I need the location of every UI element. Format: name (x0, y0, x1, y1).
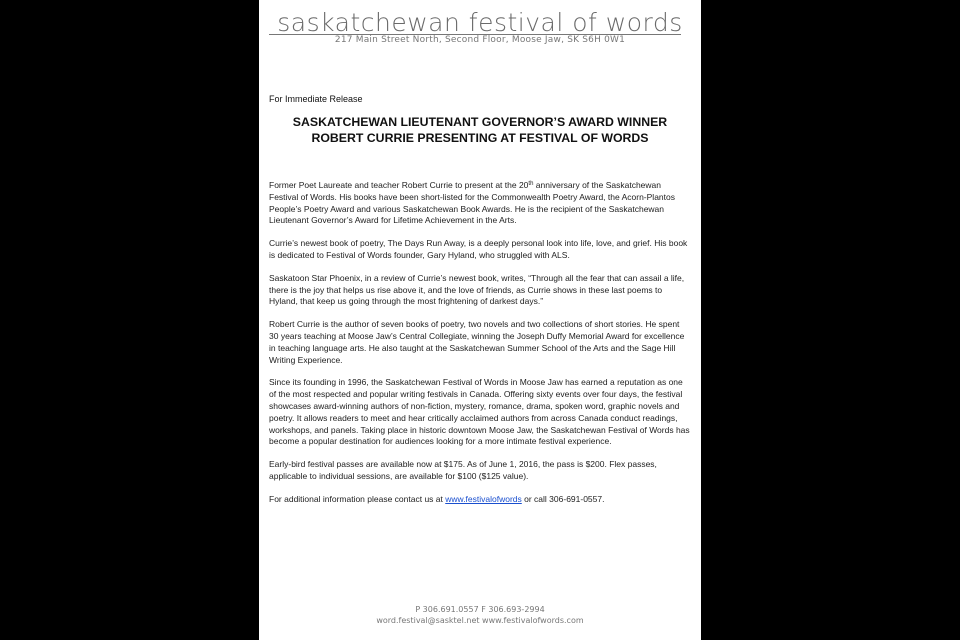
headline (269, 114, 691, 146)
paragraph-author-bio: Robert Currie is the author of seven books of poetry, two novels and two collections of short stories. He spent 30 years teaching at Moose Jaw’s Central Collegiate, winning the Joseph Duffy Memorial Award for excellence in teaching language arts. He also taught at the Saskatchewan Summer School of the Arts and the Sage Hill Writing Experience. (269, 319, 685, 365)
press-release-body (269, 180, 691, 517)
contact-text-end: or call 306-691-0557. (521, 493, 605, 504)
paragraph-intro-start: Former Poet Laureate and teacher Robert Currie to present at the 20 (269, 180, 529, 190)
letterhead-footer (259, 604, 701, 626)
paragraph-intro-end: anniversary of the Saskatchewan Festival of Words. His books have been short-listed for the Commonwealth Poetry Award, the Acorn-Plantos People’s Poetry Award and various Saskatchewan Book Awards. He is the recipient of the Saskatchewan Lieutenant Governor’s Award for Lifetime Achievement in the Arts. (269, 180, 675, 226)
letterhead-title: saskatchewan festival of words (277, 8, 683, 37)
headline-line-2: ROBERT CURRIE PRESENTING AT FESTIVAL OF WORDS (311, 131, 649, 145)
document-page (259, 0, 701, 640)
paragraph-intro (269, 180, 691, 227)
headline-line-1: SASKATCHEWAN LIEUTENANT GOVERNOR’S AWARD WINNER (292, 115, 668, 129)
paragraph-festival-info: Since its founding in 1996, the Saskatchewan Festival of Words in Moose Jaw has earned a reputation as one of the most respected and popular writing festivals in Canada. Offering sixty events over four days, the festival showcases award-winning authors of non-fiction, mystery, romance, drama, spoken word, graphic novels and poetry. It allows readers to meet and hear critically acclaimed authors from across Canada conduct readings, workshops, and panels. Taking place in historic downtown Moose Jaw, the Saskatchewan Festival of Words has become a popular destination for audiences looking for a more intimate festival experience. (269, 377, 690, 447)
ordinal-suffix: th (528, 181, 534, 187)
paragraph-new-book: Currie’s newest book of poetry, The Days Run Away, is a deeply personal look into life, love, and grief. His book is dedicated to Festival of Words founder, Gary Hyland, who struggled with ALS. (269, 238, 688, 260)
footer-phone-fax: P 306.691.0557 F 306.693-2994 (415, 605, 545, 614)
footer-email-web: word.festival@sasktel.net www.festivalofwords.com (376, 616, 584, 625)
paragraph-contact (269, 494, 691, 506)
letterhead-address: 217 Main Street North, Second Floor, Moose Jaw, SK S6H 0W1 (334, 35, 626, 45)
paragraph-passes: Early-bird festival passes are available now at $175. As of June 1, 2016, the pass is $200. Flex passes, applicable to individual sessions, are available for $100 ($125 value). (269, 459, 657, 481)
contact-text-start: For additional information please contact us at (269, 493, 446, 504)
release-label: For Immediate Release (269, 94, 363, 104)
paragraph-review-quote: Saskatoon Star Phoenix, in a review of Currie’s newest book, writes, “Through all the fear that can assail a life, there is the joy that helps us rise above it, and the love of friends, as Currie shows in these last poems to Hyland, that keep us going through the most frightening of darkest days.” (269, 272, 685, 307)
festival-website-link[interactable]: www.festivalofwords (445, 493, 522, 504)
